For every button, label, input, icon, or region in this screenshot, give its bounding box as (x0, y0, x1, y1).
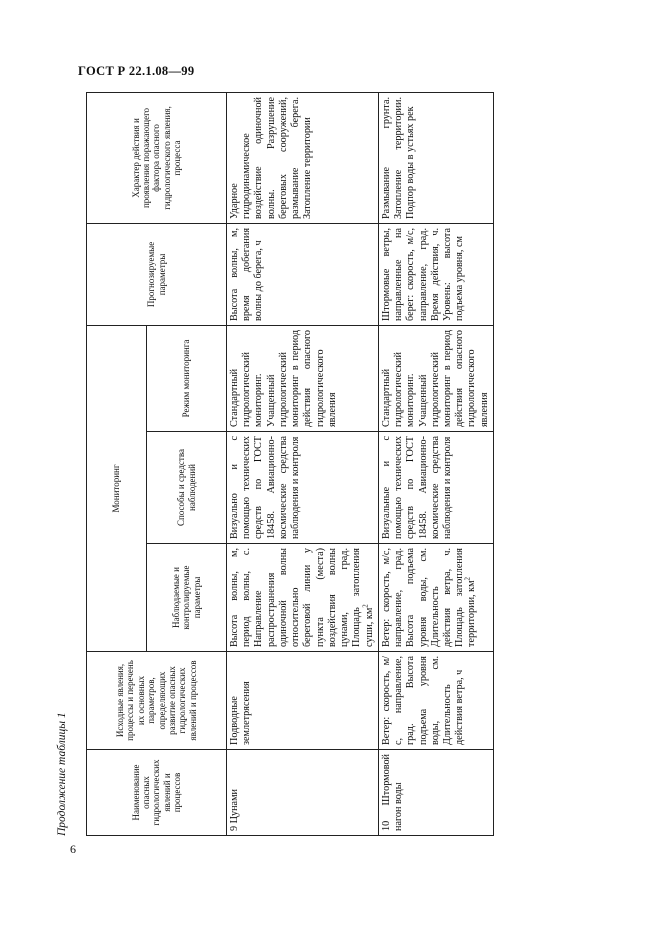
header-observed: Наблюдаемые и контролируемые параметры (147, 544, 227, 652)
page-number: 6 (70, 842, 76, 856)
header-character: Характер действия и проявления поражающего фактора опасного гидрологического явления, процесса (87, 92, 227, 223)
header-row-1 (87, 92, 147, 835)
cell-observed (378, 544, 493, 652)
cell-source: Подводные землетрясения (227, 652, 379, 750)
table-row (378, 92, 493, 835)
superscript: 2 (361, 604, 370, 608)
table-row (227, 92, 379, 835)
cell-observed-text: Высота волны, м, период волны, с. Направление распространения одиночной волны относительно береговой линии у пункта (места) воздействия волны цунами, град. Площадь затопления суши, км (229, 548, 375, 647)
cell-character: Ударное гидродинамическое воздействие одиночной волны. Разрушение береговых сооружений, размывание берега. Затопление территории (227, 92, 379, 223)
cell-observed (227, 544, 379, 652)
cell-character: Размывание грунта. Затопление территории. Подпор воды в устьях рек (378, 92, 493, 223)
cell-observed-text: Ветер: скорость, м/с, направление, град. Высота подъема уровня воды, см. Длительность действия ветра, ч. Площадь затопления территории, км (380, 548, 478, 647)
header-source: Исходные явления, процессы и перечень их основных параметров, определяющих развитие опасных гидрологических явлений и процессов (87, 652, 227, 750)
rotated-table-container (86, 93, 490, 836)
cell-mode: Стандартный гидрологический мониторинг. Учащенный гидрологический мониторинг в период действия опасного гидрологического явления (227, 325, 379, 431)
continuation-caption: Продолжение таблицы 1 (56, 712, 68, 836)
cell-forecast: Высота волны, м, время добегания волны до берега, ч (227, 223, 379, 325)
superscript: 2 (464, 576, 473, 581)
cell-forecast: Штормовые ветры, направленные на берег: скорость, м/с, направление, град. Время действия, ч. Уровень: высота подъема уровня, см (378, 223, 493, 325)
header-monitoring: Мониторинг (87, 325, 147, 651)
cell-name: 10 Штормовой нагон воды (378, 750, 493, 836)
hazard-table (86, 92, 494, 836)
cell-methods: Визуально и с помощью технических средств по ГОСТ 18458. Авиационно-космические средства наблюдения и контроля (227, 432, 379, 544)
cell-source: Ветер: скорость, м/с, направление, град. Высота подъема уровня воды, см. Длительность действия ветра, ч (378, 652, 493, 750)
header-forecast: Прогнозируемые параметры (87, 223, 227, 325)
header-methods: Способы и средства наблюдений (147, 432, 227, 544)
cell-name: 9 Цунами (227, 750, 379, 836)
header-mode: Режим мониторинга (147, 325, 227, 431)
standard-designation: ГОСТ Р 22.1.08—99 (78, 64, 195, 78)
header-name: Наименование опасных гидрологических явлений и процессов (87, 750, 227, 836)
cell-methods: Визуальные и с помощью технических средств по ГОСТ 18458. Авиационно-космические средства наблюдения и контроля (378, 432, 493, 544)
cell-mode: Стандартный гидрологический мониторинг. Учащенный гидрологический мониторинг в период действия опасного гидрологического явления (378, 325, 493, 431)
